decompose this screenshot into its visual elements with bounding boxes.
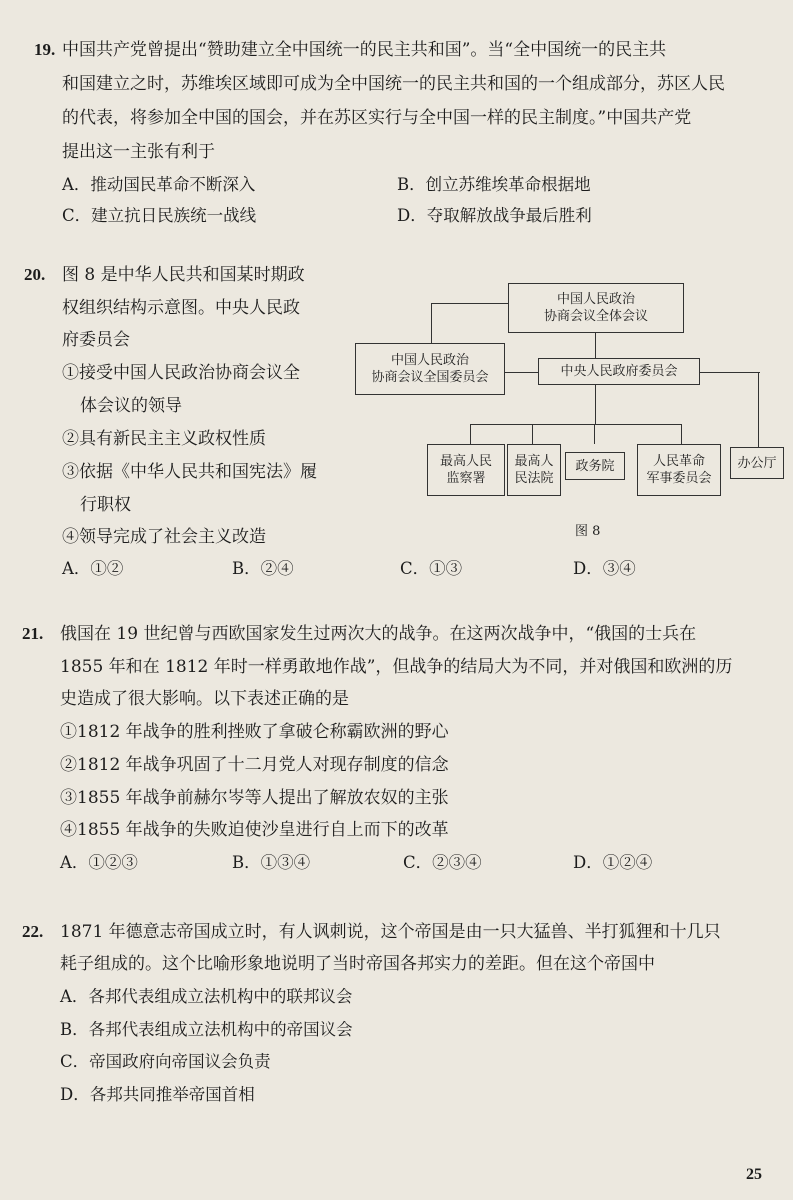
box-supreme-court-line-2: 民法院 (514, 471, 554, 486)
box-cppcc-plenary-line-2: 协商会议全体会议 (543, 309, 648, 324)
diagram-caption: 图 8 (575, 524, 601, 539)
q19-option-c: C．建立抗日民族统一战线 (62, 206, 257, 225)
q21-number: 21. (22, 624, 44, 643)
line-child-4 (681, 424, 682, 444)
q19-option-d: D．夺取解放战争最后胜利 (397, 206, 592, 225)
q21-stem-line-3: 史造成了很大影响。以下表述正确的是 (60, 689, 349, 709)
box-military-commission-line-2: 军事委员会 (646, 471, 712, 486)
q19-stem-line-2: 和国建立之时，苏维埃区域即可成为全中国统一的民主共和国的一个组成部分，苏区人民 (62, 74, 725, 94)
q22-option-c: C．帝国政府向帝国议会负责 (60, 1052, 271, 1071)
box-supreme-court-line-1: 最高人 (514, 454, 554, 469)
box-government-council (565, 452, 625, 480)
q19-stem-line-1: 中国共产党曾提出“赞助建立全中国统一的民主共和国”。当“全中国统一的民主共 (62, 40, 667, 60)
line-child-3 (594, 424, 595, 444)
box-cppcc-plenary (508, 283, 684, 333)
line-top-to-left (431, 303, 508, 304)
q22-number: 22. (22, 922, 44, 941)
box-cppcc-national-committee-line-1: 中国人民政治 (390, 353, 469, 368)
q20-option-a: A．①② (62, 559, 124, 578)
q22-stem-line-2: 耗子组成的。这个比喻形象地说明了当时帝国各邦实力的差距。但在这个帝国中 (60, 954, 655, 974)
q19-stem-line-3: 的代表，将参加全中国的国会，并在苏区实行与全中国一样的民主制度。”中国共产党 (62, 108, 692, 128)
q21-option-c: C．②③④ (403, 853, 482, 872)
q22-stem-line-1: 1871 年德意志帝国成立时，有人讽刺说，这个帝国是由一只大猛兽、半打狐狸和十几只 (60, 922, 721, 942)
q22-option-a: A．各邦代表组成立法机构中的联邦议会 (60, 987, 353, 1006)
line-center-drop (595, 385, 596, 425)
q20-number: 20. (24, 265, 46, 284)
line-top-to-center (595, 333, 596, 358)
q21-stem-line-2: 1855 年和在 1812 年时一样勇敢地作战”，但战争的结局大为不同，并对俄国和欧洲的历 (60, 657, 733, 677)
q20-option-c: C．①③ (400, 559, 463, 578)
q21-option-b: B．①③④ (232, 853, 311, 872)
box-central-government-committee-label: 中央人民政府委员会 (560, 364, 678, 379)
line-office-drop (758, 372, 759, 447)
box-general-office (730, 447, 784, 479)
q21-stem-line-1: 俄国在 19 世纪曾与西欧国家发生过两次大的战争。在这两次战争中，“俄国的士兵在 (60, 624, 697, 644)
q20-item-3a: ③依据《中华人民共和国宪法》履 (62, 462, 317, 482)
line-children-bus (470, 424, 682, 425)
box-cppcc-national-committee-line-2: 协商会议全国委员会 (371, 370, 489, 385)
q19-option-b: B．创立苏维埃革命根据地 (397, 175, 591, 194)
box-supreme-procuratorate-line-2: 监察署 (446, 471, 486, 486)
q20-option-d: D．③④ (573, 559, 636, 578)
q19-option-a: A．推动国民革命不断深入 (62, 175, 256, 194)
box-supreme-procuratorate-line-1: 最高人民 (439, 454, 492, 469)
q22-option-d: D．各邦共同推举帝国首相 (60, 1085, 255, 1104)
q20-option-b: B．②④ (232, 559, 294, 578)
line-child-2 (532, 424, 533, 444)
q20-stem-line-1: 图 8 是中华人民共和国某时期政 (62, 265, 305, 285)
box-central-government-committee (538, 358, 700, 385)
q22-option-b: B．各邦代表组成立法机构中的帝国议会 (60, 1020, 353, 1039)
q21-option-d: D．①②④ (573, 853, 653, 872)
q21-item-1: ①1812 年战争的胜利挫败了拿破仑称霸欧洲的野心 (60, 722, 449, 742)
box-government-council-label: 政务院 (575, 458, 615, 474)
box-general-office-label: 办公厅 (737, 455, 777, 471)
q20-item-3b: 行职权 (80, 495, 131, 515)
box-military-commission (637, 444, 721, 496)
q20-stem-line-2: 权组织结构示意图。中央人民政 (62, 298, 300, 318)
q20-item-1b: 体会议的领导 (80, 396, 182, 416)
box-cppcc-plenary-line-1: 中国人民政治 (556, 292, 635, 307)
q21-option-a: A．①②③ (60, 853, 138, 872)
box-supreme-procuratorate (427, 444, 505, 496)
box-cppcc-national-committee (355, 343, 505, 395)
line-left-to-center (505, 372, 538, 373)
q21-item-3: ③1855 年战争前赫尔岑等人提出了解放农奴的主张 (60, 788, 449, 808)
q20-item-4: ④领导完成了社会主义改造 (62, 527, 266, 547)
box-supreme-court (507, 444, 561, 496)
q20-stem-line-3: 府委员会 (62, 330, 130, 350)
q20-item-2: ②具有新民主主义政权性质 (62, 429, 266, 449)
box-military-commission-line-1: 人民革命 (652, 454, 705, 469)
line-child-1 (470, 424, 471, 444)
q21-item-2: ②1812 年战争巩固了十二月党人对现存制度的信念 (60, 755, 449, 775)
q21-item-4: ④1855 年战争的失败迫使沙皇进行自上而下的改革 (60, 820, 449, 840)
q19-stem-line-4: 提出这一主张有利于 (62, 142, 215, 162)
q19-number: 19. (34, 40, 56, 59)
line-left-drop (431, 303, 432, 343)
page-number: 25 (746, 1166, 762, 1183)
line-center-to-office (700, 372, 760, 373)
q20-item-1a: ①接受中国人民政治协商会议全 (62, 363, 300, 383)
